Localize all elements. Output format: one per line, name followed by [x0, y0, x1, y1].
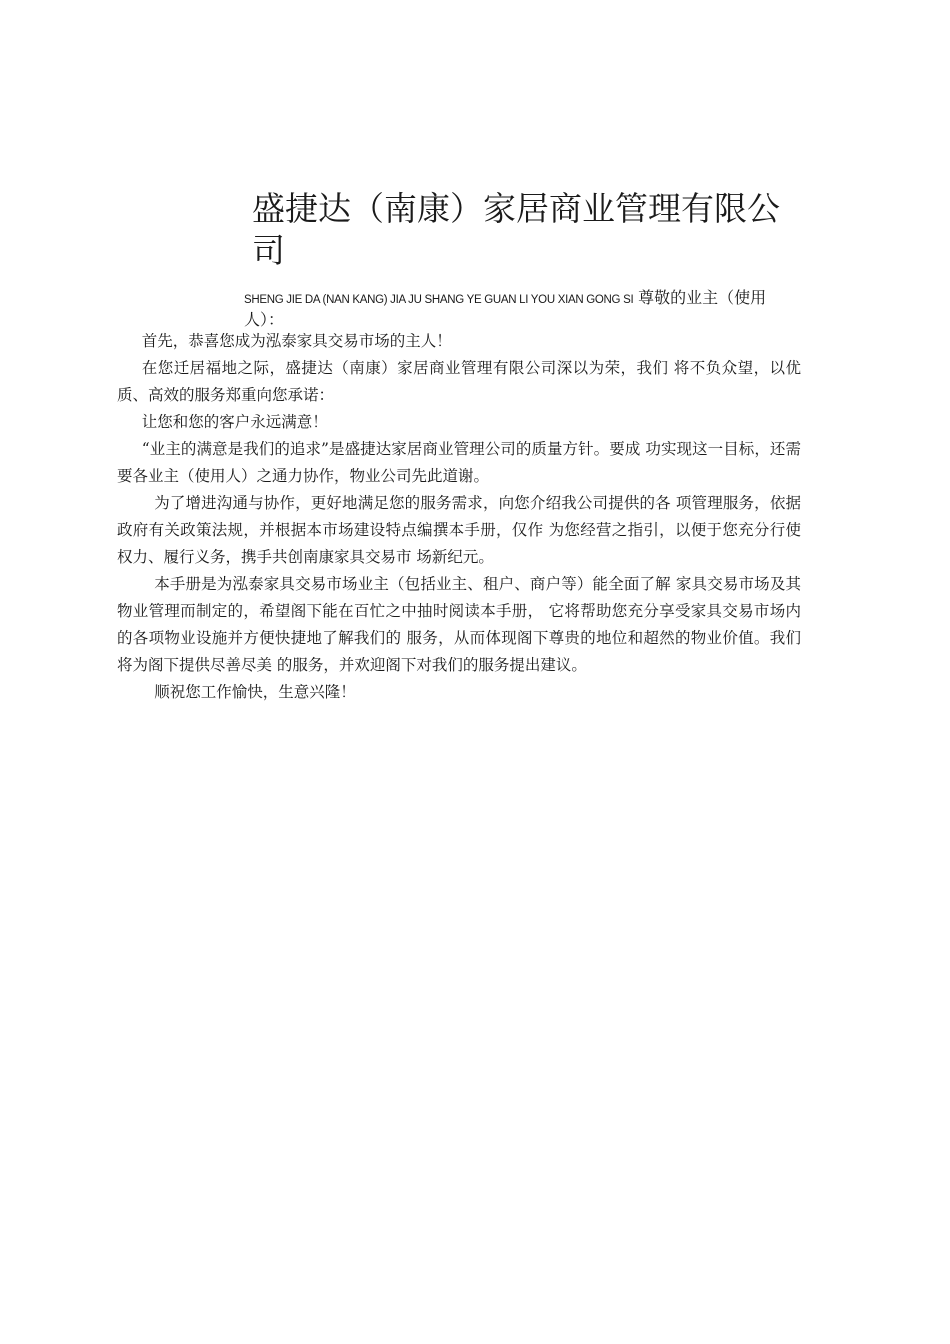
- subtitle-line: [244, 288, 784, 330]
- paragraph-manual-scope: 本手册是为泓泰家具交易市场业主（包括业主、租户、商户等）能全面了解 家具交易市场及其物业管理而制定的，希望阁下能在百忙之中抽时阅读本手册， 它将帮助您充分享受家具交易市场内的各项物业设施并方便快捷地了解我们的 服务，从而体现阁下尊贵的地位和超然的物业价值。我们将为阁下提供尽善尽美 的服务，并欢迎阁下对我们的服务提出建议。: [117, 575, 801, 674]
- paragraph-quality-policy: “业主的满意是我们的追求”是盛捷达家居商业管理公司的质量方针。要成 功实现这一目标，还需要各业主（使用人）之通力协作，物业公司先此道谢。: [117, 440, 801, 485]
- paragraph-promise: 让您和您的客户永远满意！: [141, 413, 328, 431]
- salutation: 尊敬的业主（使用人）：: [244, 288, 767, 329]
- paragraph-commitment: 在您迁居福地之际，盛捷达（南康）家居商业管理有限公司深以为荣，我们 将不负众望，以优质、高效的服务郑重向您承诺：: [117, 359, 801, 404]
- paragraph-greeting: 首先，恭喜您成为泓泰家具交易市场的主人！: [141, 332, 452, 350]
- document-title: 盛捷达（南康）家居商业管理有限公司: [252, 189, 780, 270]
- letter-body: [117, 328, 801, 706]
- paragraph-closing: 顺祝您工作愉快，生意兴隆！: [154, 683, 356, 701]
- company-pinyin-name: SHENG JIE DA (NAN KANG) JIA JU SHANG YE GUAN LI YOU XIAN GONG SI: [244, 294, 634, 306]
- paragraph-manual-purpose: 为了增进沟通与协作，更好地满足您的服务需求，向您介绍我公司提供的各 项管理服务，依据政府有关政策法规，并根据本市场建设特点编撰本手册，仅作 为您经营之指引，以便于您充分行使权力、履行义务，携手共创南康家具交易市 场新纪元。: [117, 494, 801, 566]
